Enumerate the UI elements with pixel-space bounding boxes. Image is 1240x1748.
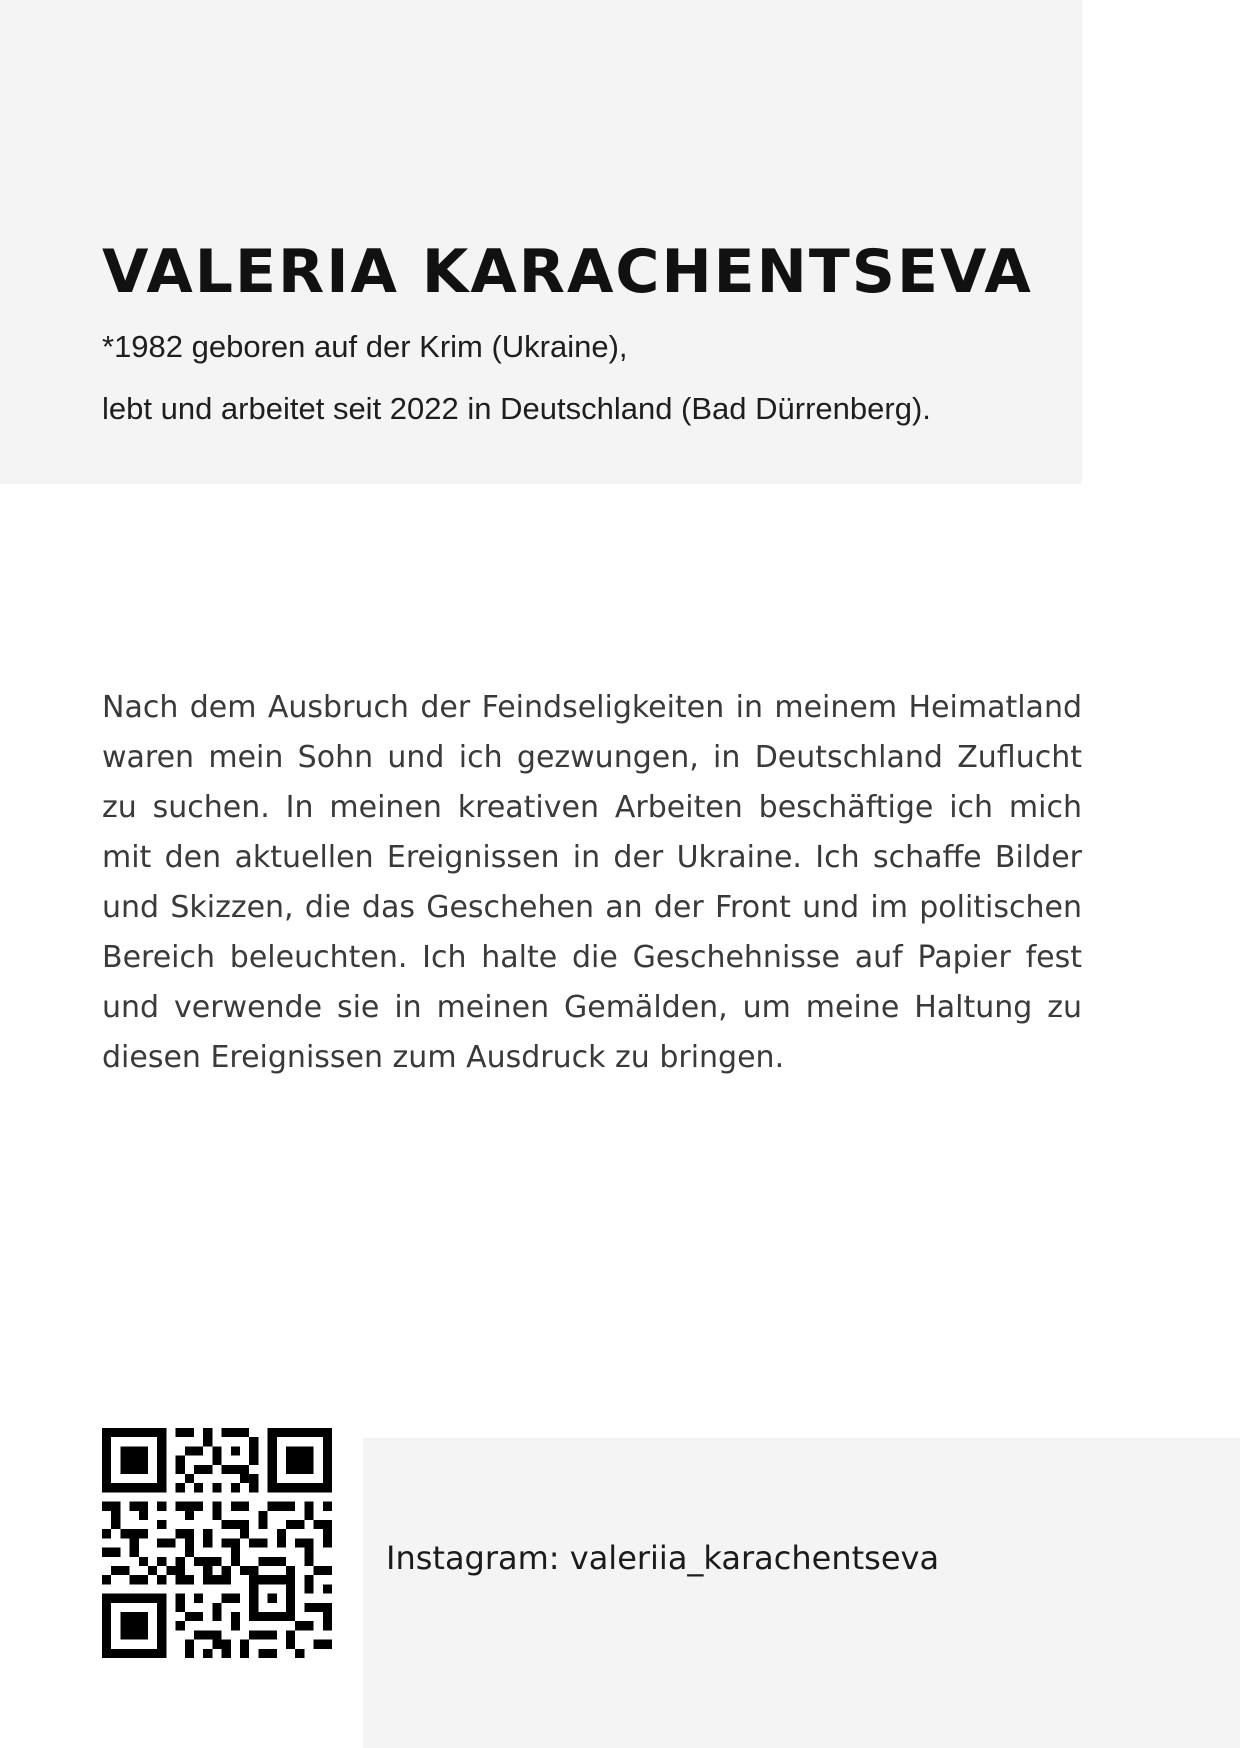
residence-info: lebt und arbeitet seit 2022 in Deutschland (Bad Dürrenberg). xyxy=(102,391,931,426)
artist-statement: Nach dem Ausbruch der Feindseligkeiten in meinem Heimatland waren mein Sohn und ich gezwungen, in Deutschland Zuflucht zu suchen. In meinen kreativen Arbeiten beschäftige ich mich mit den aktuellen Ereignissen in der Ukraine. Ich schaffe Bilder und Skizzen, die das Geschehen an der Front und im politischen Bereich beleuchten. Ich halte die Geschehnisse auf Papier fest und verwende sie in meinen Gemälden, um meine Haltung zu diesen Ereignissen zum Ausdruck zu bringen. xyxy=(102,690,1082,1075)
instagram-handle[interactable]: Instagram: valeriia_karachentseva xyxy=(386,1539,940,1577)
qr-code-graphic xyxy=(102,1428,332,1658)
birth-info: *1982 geboren auf der Krim (Ukraine), xyxy=(102,329,628,364)
qr-code-icon[interactable] xyxy=(102,1428,332,1658)
contact-panel xyxy=(363,1438,1240,1748)
artist-name: VALERIA KARACHENTSEVA xyxy=(102,237,1033,307)
